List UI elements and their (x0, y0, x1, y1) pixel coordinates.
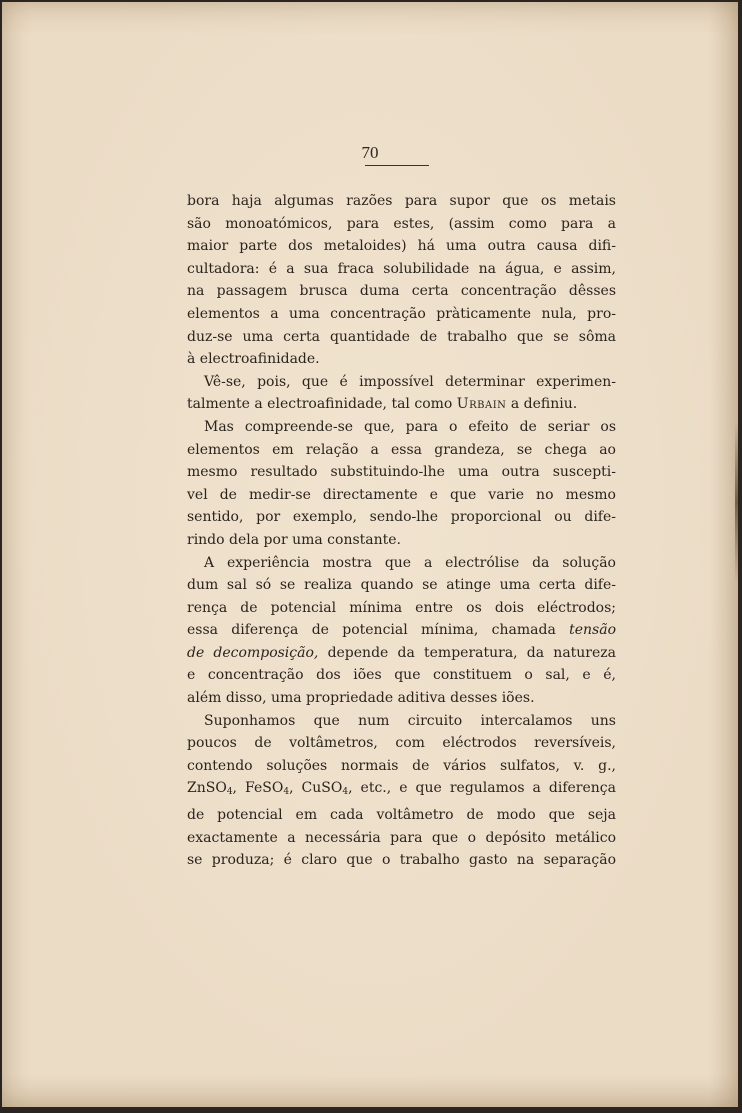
text-segment: talmente a electroafinidade, tal como (187, 396, 453, 413)
body-text (187, 190, 616, 872)
text-line: além disso, uma propriedade aditiva desses iões. (187, 690, 535, 707)
text-line: e concentração dos iões que constituem o sal, e é, (187, 667, 616, 684)
text-line: A experiência mostra que a electrólise da solução (204, 554, 616, 571)
book-page (2, 2, 738, 1107)
text-segment: depende da temperatura, da natureza (327, 644, 617, 661)
text-line (187, 642, 616, 665)
page-number-rule (365, 165, 429, 166)
text-line: maior parte dos metaloides) há uma outra causa difi- (187, 238, 616, 255)
text-line: Vê-se, pois, que é impossível determinar experimen- (204, 373, 616, 390)
text-segment: essa diferença de potencial mínima, chamada (187, 622, 556, 639)
text-line: exactamente a necessária para que o depósito metálico (187, 829, 616, 846)
text-line (187, 777, 616, 804)
page-edge-shadow (735, 422, 738, 582)
text-line: elementos a uma concentração pràticamente nula, pro- (187, 305, 616, 322)
text-line: contendo soluções normais de vários sulfatos, v. g., (187, 757, 616, 774)
text-segment: , etc., e que regulamos a diferença (348, 780, 616, 797)
text-line: sentido, por exemplo, sendo-lhe proporcional ou dife- (187, 509, 616, 526)
text-line: dum sal só se realiza quando se atinge uma certa dife- (187, 577, 616, 594)
italic-term: tensão (569, 622, 616, 639)
text-line: duz-se uma certa quantidade de trabalho que se sôma (187, 328, 616, 345)
text-line: Suponhamos que num circuito intercalamos uns (204, 712, 616, 729)
text-line: na passagem brusca duma certa concentração dêsses (187, 283, 616, 300)
formula: , FeSO (232, 780, 284, 797)
formula-subscript: 4 (226, 787, 233, 798)
text-line: de potencial em cada voltâmetro de modo que seja (187, 807, 616, 824)
text-segment: a definiu. (510, 396, 578, 413)
author-name: Urbain (456, 396, 507, 413)
formula: , CuSO (289, 780, 343, 797)
text-line: cultadora: é a sua fraca solubilidade na água, e assim, (187, 260, 616, 277)
text-line: são monoatómicos, para estes, (assim como para a (187, 215, 616, 232)
page-number: 70 (361, 143, 379, 162)
text-line: rindo dela por uma constante. (187, 531, 401, 548)
text-line: à electroafinidade. (187, 351, 320, 368)
formula-subscript: 4 (342, 787, 349, 798)
text-line: poucos de voltâmetros, com eléctrodos reversíveis, (187, 735, 616, 752)
text-line: vel de medir-se directamente e que varie no mesmo (187, 486, 616, 503)
text-line: mesmo resultado substituindo-lhe uma outra suscepti- (187, 464, 616, 481)
text-line (187, 619, 616, 642)
text-line: se produza; é claro que o trabalho gasto na separação (187, 852, 616, 869)
formula-subscript: 4 (283, 787, 290, 798)
text-line: rença de potencial mínima entre os dois eléctrodos; (187, 599, 616, 616)
text-line (187, 393, 616, 416)
text-line: Mas compreende-se que, para o efeito de seriar os (204, 418, 616, 435)
text-line: bora haja algumas razões para supor que os metais (187, 193, 616, 209)
formula: ZnSO (187, 780, 227, 797)
text-line: elementos em relação a essa grandeza, se chega ao (187, 441, 616, 458)
italic-term: de decomposição, (187, 644, 319, 661)
